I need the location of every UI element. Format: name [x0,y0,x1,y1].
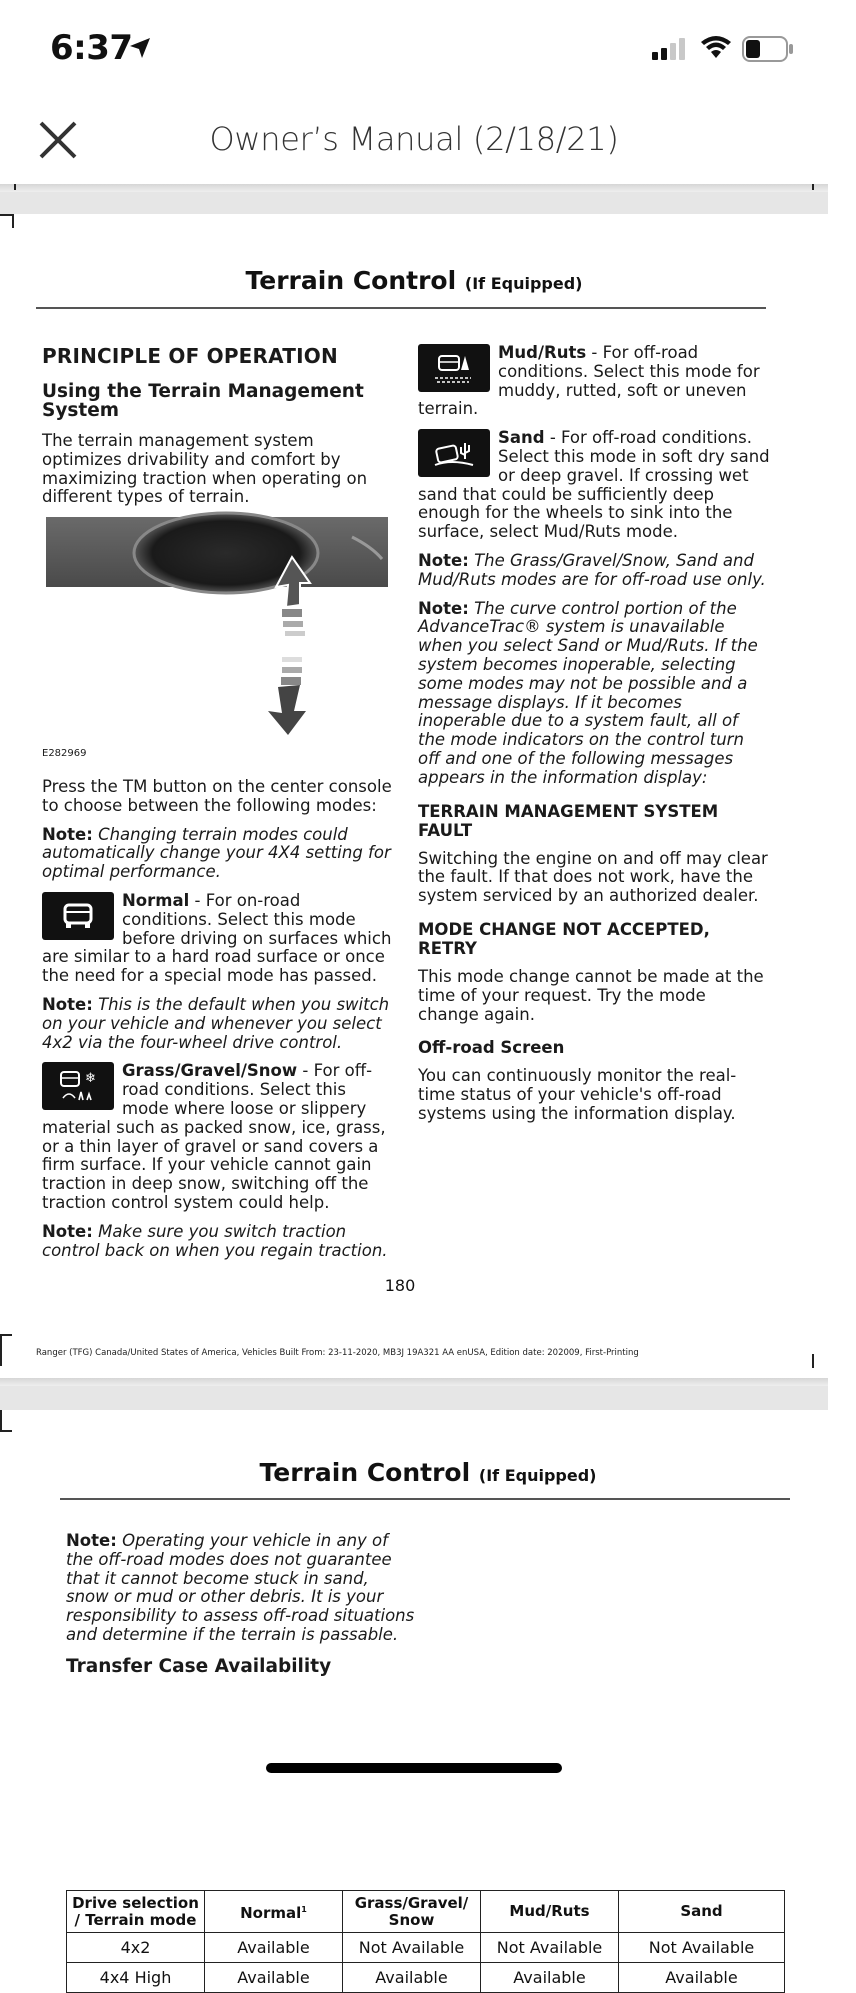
heading-using-terrain: Using the Terrain Management System [42,381,364,421]
press-tm-paragraph: Press the TM button on the center console to choose between the following modes: [42,776,392,815]
page-number: 180 [384,1276,416,1295]
svg-text:❄: ❄ [85,1071,96,1087]
left-column [42,344,392,1270]
heading-mode-change: MODE CHANGE NOT ACCEPTED, RETRY [418,919,710,958]
sand-mode-label: Sand [498,428,545,448]
right-column [418,344,770,1134]
note-text: This is the default when you switch on your vehicle and whenever you select 4x2 via the four-wheel drive control. [42,994,390,1052]
sand-icon [418,429,490,477]
table-header: Grass/Gravel/ Snow [343,1891,481,1933]
normal-mode-text: - For on-road conditions. Select this mode before driving on surfaces which are similar to a hard road surface or once the need for a special mode has passed. [42,890,392,986]
pdf-viewer[interactable] [0,184,828,1987]
normal-mode-icon [42,892,114,940]
home-indicator[interactable] [266,1763,562,1773]
table-cell: Not Available [343,1933,481,1963]
table-header: Drive selection / Terrain mode [67,1891,205,1933]
mud-mode-text: - For off-road conditions. Select this mode for muddy, rutted, soft or uneven terrain. [418,343,760,419]
mode-grass-gravel-snow [42,1062,392,1212]
table-cell: 4x4 High [67,1963,205,1993]
mode-mud-ruts [418,344,770,419]
crop-mark [0,1410,2,1430]
page-divider [0,184,828,192]
note-label: Note: [42,1221,93,1241]
document-page-181 [0,1410,828,1987]
crop-mark [0,1430,12,1432]
table-cell: Not Available [481,1933,619,1963]
heading-system-fault: TERRAIN MANAGEMENT SYSTEM FAULT [418,801,719,840]
page-title-sub: (If Equipped) [464,274,583,293]
crop-mark [812,1354,814,1368]
note-changing-modes [42,826,392,882]
crop-mark [812,184,814,190]
note-label: Note: [418,598,469,618]
table-header: Sand [619,1891,785,1933]
sand-mode-text: - For off-road conditions. Select this mode in soft dry sand or deep gravel. If crossing wet sand that could be sufficiently deep enough for the wheels to sink into the surface, select Mud/Ruts mode. [418,428,770,542]
table-row [67,1963,785,1993]
note-text: The Grass/Gravel/Snow, Sand and Mud/Ruts modes are for off-road use only. [418,550,766,589]
table-cell: Not Available [619,1933,785,1963]
heading-principle: PRINCIPLE OF OPERATION [42,344,338,368]
table-header-text: Normal [240,1904,302,1922]
page-divider [0,1378,828,1386]
note-text: Changing terrain modes could automatically change your 4X4 setting for optimal performance. [42,824,391,882]
table-cell: Available [481,1963,619,1993]
location-arrow-icon [128,36,152,60]
document-page-180 [0,214,828,1378]
title-rule [36,307,766,309]
nav-header [0,100,828,184]
figure-code: E282969 [42,748,87,760]
mode-normal [42,892,392,986]
mode-sand [418,429,770,542]
status-time: 6:37 [50,28,133,68]
table-cell: Available [343,1963,481,1993]
note-offroad-only [418,552,770,590]
note-curve-control [418,600,770,788]
table-row [67,1933,785,1963]
note-label: Note: [42,824,93,844]
table-cell: Available [619,1963,785,1993]
document-title: Owner’s Manual (2/18/21) [209,120,619,158]
cellular-signal-icon [652,38,688,60]
status-bar [0,0,828,100]
mode-change-paragraph: This mode change cannot be made at the time of your request. Try the mode change again. [418,966,764,1024]
note-traction-control [42,1223,392,1261]
page-title-sub: (If Equipped) [478,1466,597,1485]
heading-transfer-case: Transfer Case Availability [66,1655,332,1677]
page-title [0,266,828,295]
note-default-mode [42,996,392,1052]
offroad-paragraph: You can continuously monitor the real-time status of your vehicle's off-road systems using the information display. [418,1066,737,1123]
title-rule [60,1498,790,1500]
fault-paragraph: Switching the engine on and off may clear the fault. If that does not work, have the system serviced by an authorized dealer. [418,848,768,906]
transfer-case-table [66,1890,785,1993]
crop-mark [0,1334,12,1336]
table-header-row [67,1891,785,1933]
table-cell: 4x2 [67,1933,205,1963]
note-offroad-stuck [66,1532,416,1645]
note-text: Operating your vehicle in any of the off-road modes does not guarantee that it cannot become stuck in sand, snow or mud or other debris. It is your responsibility to assess off-road situations and determine if the terrain is passable. [66,1531,415,1644]
note-text: Make sure you switch traction control back on when you regain traction. [42,1221,388,1260]
note-text: The curve control portion of the AdvanceTrac® system is unavailable when you select Sand or Mud/Ruts. If the system becomes inoperable, selecting some modes may not be possible and a message displays. If it becomes inoperable due to a system fault, all of the mode indicators on the control turn off and one of the following messages appears in the information display: [418,598,758,787]
note-label: Note: [42,994,93,1014]
mud-mode-label: Mud/Ruts [498,343,587,362]
note-label: Note: [66,1531,117,1550]
crop-mark [0,214,12,216]
battery-icon [742,36,794,62]
console-dial-illustration [42,517,388,739]
page-title-text: Terrain Control [245,266,457,295]
table-header [205,1891,343,1933]
table-cell: Available [205,1963,343,1993]
table-header: Mud/Ruts [481,1891,619,1933]
crop-mark [0,1334,2,1366]
crop-mark [14,184,16,190]
heading-offroad-screen: Off-road Screen [418,1038,565,1058]
wifi-icon [700,36,732,60]
page-footer: Ranger (TFG) Canada/United States of America, Vehicles Built From: 23-11-2020, MB3J 19A321 AA enUSA, Edition date: 202009, First-Printing [36,1348,639,1358]
note-label: Note: [418,550,469,570]
tm-button-figure [42,517,388,739]
normal-mode-label: Normal [122,890,190,910]
crop-mark [12,214,14,228]
grass-mode-label: Grass/Gravel/Snow [122,1061,298,1081]
grass-mode-text: - For off-road conditions. Select this mode where loose or slippery material such as packed snow, ice, grass, or a thin layer of gravel or sand covers a firm surface. If your vehicle cannot gain traction in deep snow, switching off the traction control system could help. [42,1061,386,1212]
page-title-text: Terrain Control [259,1458,471,1487]
table-cell: Available [205,1933,343,1963]
intro-paragraph: The terrain management system optimizes drivability and comfort by maximizing traction when operating on different types of terrain. [42,431,368,507]
footnote-marker: 1 [301,1905,307,1914]
page-title [0,1458,856,1487]
page2-column [66,1532,416,1688]
mud-ruts-icon [418,344,490,392]
grass-gravel-snow-icon [42,1062,114,1110]
